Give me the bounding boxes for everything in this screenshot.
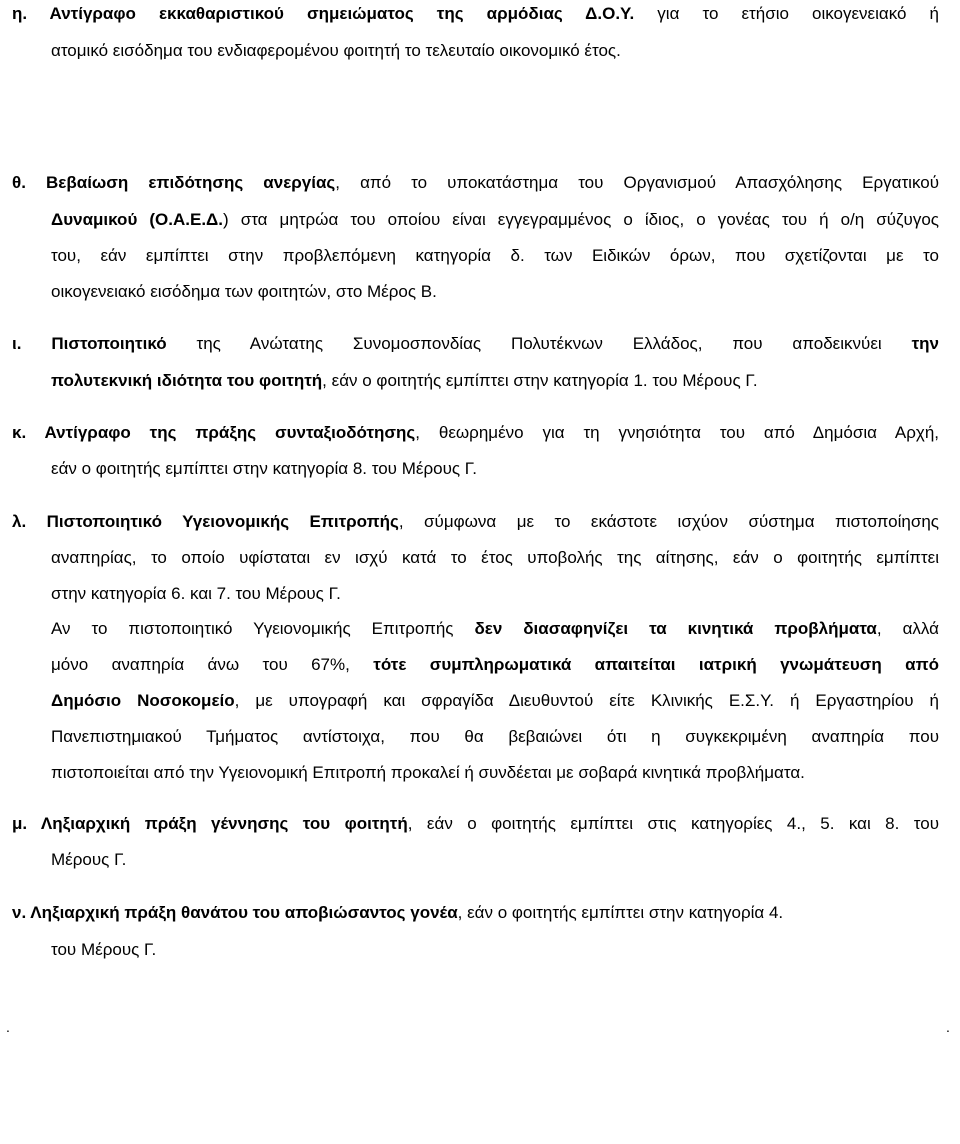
item-lambda-line-1: λ. Πιστοποιητικό Υγειονομικής Επιτροπής, σύμφωνα με το εκάστοτε ισχύον σύστημα πιστοποίησης	[12, 512, 939, 531]
item-iota-line-2: πολυτεκνική ιδιότητα του φοιτητή, εάν ο φοιτητής εμπίπτει στην κατηγορία 1. του Μέρους Γ.	[51, 371, 758, 390]
item-mu-line-1: μ. Ληξιαρχική πράξη γέννησης του φοιτητή, εάν ο φοιτητής εμπίπτει στις κατηγορίες 4., 5. και 8. του	[12, 814, 939, 833]
footer-dot-right: .	[946, 1019, 950, 1035]
item-nu-line-1: ν. Ληξιαρχική πράξη θανάτου του αποβιώσαντος γονέα, εάν ο φοιτητής εμπίπτει στην κατηγορία 4.	[12, 903, 784, 922]
item-iota-line-1: ι. Πιστοποιητικό της Ανώτατης Συνομοσπονδίας Πολυτέκνων Ελλάδος, που αποδεικνύει την	[12, 334, 939, 353]
item-eta-line-1: η. Αντίγραφο εκκαθαριστικού σημειώματος της αρμόδιας Δ.Ο.Υ. για το ετήσιο οικογενειακό ή	[12, 4, 939, 23]
item-lambda-note-line-1: Αν το πιστοποιητικό Υγειονομικής Επιτροπής δεν διασαφηνίζει τα κινητικά προβλήματα, αλλά	[51, 619, 939, 638]
item-eta-line-2: ατομικό εισόδημα του ενδιαφερομένου φοιτητή το τελευταίο οικονομικό έτος.	[51, 41, 621, 60]
item-lambda-note-line-2: μόνο αναπηρία άνω του 67%, τότε συμπληρωματικά απαιτείται ιατρική γνωμάτευση από	[51, 655, 940, 674]
item-theta-line-4: οικογενειακό εισόδημα των φοιτητών, στο Μέρος Β.	[51, 282, 437, 301]
item-lambda-note-line-4: Πανεπιστημιακού Τμήματος αντίστοιχα, που θα βεβαιώνει ότι η συγκεκριμένη αναπηρία που	[51, 727, 939, 746]
item-nu-line-2: του Μέρους Γ.	[51, 940, 157, 959]
item-mu-line-2: Μέρους Γ.	[51, 850, 127, 869]
item-eta-bold-lead: η. Αντίγραφο εκκαθαριστικού σημειώματος της αρμόδιας Δ.Ο.Υ.	[12, 4, 635, 23]
item-theta-line-1: θ. Βεβαίωση επιδότησης ανεργίας, από το υποκατάστημα του Οργανισμού Απασχόλησης Εργατικού	[12, 173, 939, 192]
item-kappa-line-2: εάν ο φοιτητής εμπίπτει στην κατηγορία 8. του Μέρους Γ.	[51, 459, 477, 478]
item-kappa-line-1: κ. Αντίγραφο της πράξης συνταξιοδότησης, θεωρημένο για τη γνησιότητα του από Δημόσια Αρχή,	[12, 423, 939, 442]
item-lambda-note-line-5: πιστοποιείται από την Υγειονομική Επιτροπή προκαλεί ή συνδέεται με σοβαρά κινητικά προβλήματα.	[51, 763, 805, 782]
item-lambda-line-3: στην κατηγορία 6. και 7. του Μέρους Γ.	[51, 584, 341, 603]
item-lambda-note-line-3: Δημόσιο Νοσοκομείο, με υπογραφή και σφραγίδα Διευθυντού είτε Κλινικής Ε.Σ.Υ. ή Εργαστηρίου ή	[51, 691, 939, 710]
footer-dot-left: .	[6, 1019, 10, 1035]
item-theta-line-2: Δυναμικού (Ο.Α.Ε.Δ.) στα μητρώα του οποίου είναι εγγεγραμμένος ο ίδιος, ο γονέας του ή ο/η σύζυγος	[51, 210, 940, 229]
item-theta-line-3: του, εάν εμπίπτει στην προβλεπόμενη κατηγορία δ. των Ειδικών όρων, που σχετίζονται με το	[51, 246, 939, 265]
item-lambda-line-2: αναπηρίας, το οποίο υφίσταται εν ισχύ κατά το έτος υποβολής της αίτησης, εάν ο φοιτητής εμπίπτει	[51, 548, 939, 567]
item-theta-bold-lead: θ. Βεβαίωση επιδότησης ανεργίας	[12, 173, 336, 192]
